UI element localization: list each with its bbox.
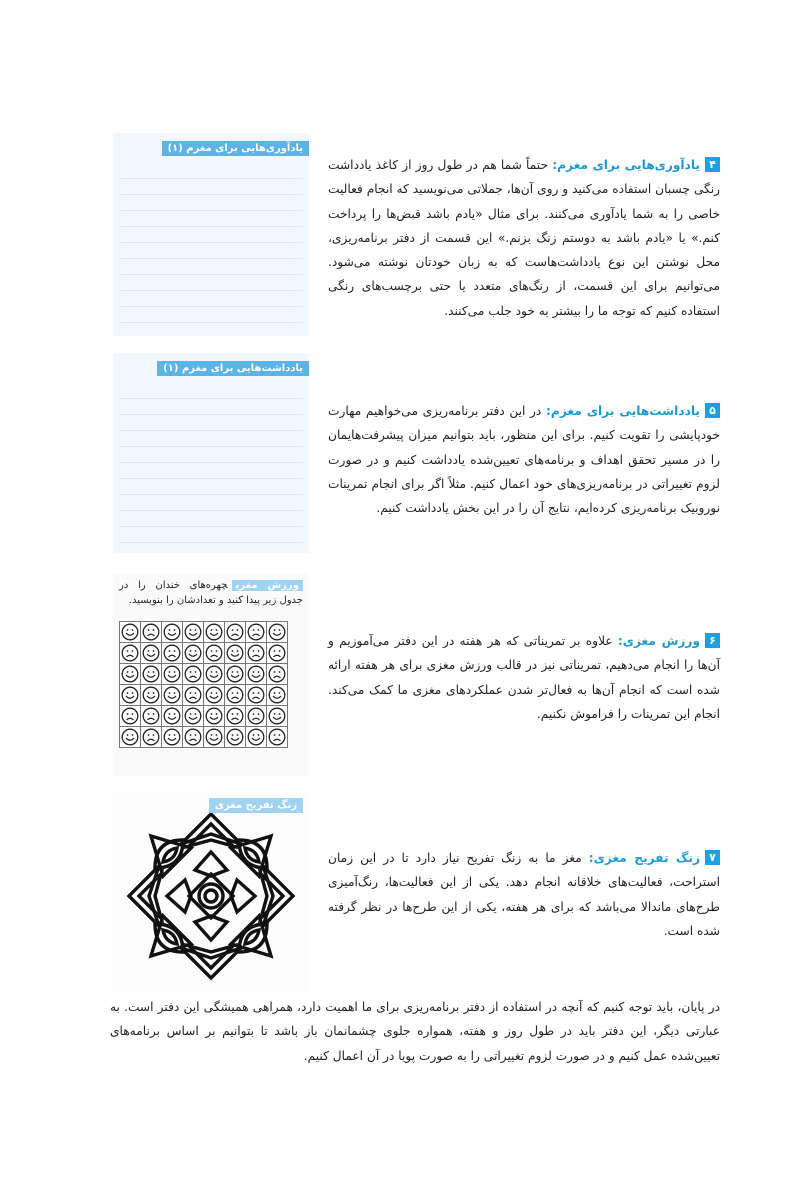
smiley-face-icon xyxy=(247,665,265,683)
smiley-face-icon xyxy=(247,728,265,746)
sad-face-icon xyxy=(247,707,265,725)
face-cell[interactable] xyxy=(246,685,267,706)
sad-face-icon xyxy=(268,665,286,683)
face-cell[interactable] xyxy=(246,706,267,727)
face-cell[interactable] xyxy=(162,664,183,685)
face-cell[interactable] xyxy=(225,664,246,685)
face-cell[interactable] xyxy=(120,664,141,685)
sad-face-icon xyxy=(121,644,139,662)
sad-face-icon xyxy=(226,623,244,641)
section-title: یادآوری‌هایی برای مغزم: xyxy=(552,158,700,172)
mandala-image xyxy=(121,806,301,986)
mandala-tag: زنگ تفریح مغزی xyxy=(209,798,303,813)
face-cell[interactable] xyxy=(204,643,225,664)
face-cell[interactable] xyxy=(162,685,183,706)
section-title: زنگ تفریح مغزی: xyxy=(588,851,701,865)
section-number: ۵ xyxy=(705,403,720,418)
face-cell[interactable] xyxy=(183,622,204,643)
face-cell[interactable] xyxy=(246,727,267,748)
brain-exercise-panel xyxy=(113,574,309,776)
notes-tag: یادداشت‌هایی برای مغزم (۱) xyxy=(157,361,309,376)
smiley-face-icon xyxy=(205,707,223,725)
smiley-face-icon xyxy=(268,623,286,641)
sad-face-icon xyxy=(184,665,202,683)
section-number: ۴ xyxy=(705,157,720,172)
face-cell[interactable] xyxy=(162,643,183,664)
face-cell[interactable] xyxy=(204,706,225,727)
section-body: علاوه بر تمریناتی که هر هفته در این دفتر می‌آموزیم و آن‌ها را انجام می‌دهیم، تمریناتی نیز در قالب ورزش مغزی برای هر هفته ارائه شده است که انجام آن‌ها به فعال‌تر شدن عملکردهای مغزی ما کمک می‌کند. انجام این تمرینات را فراموش نکنیم. xyxy=(328,634,720,721)
face-cell[interactable] xyxy=(225,727,246,748)
face-cell[interactable] xyxy=(204,685,225,706)
section-break xyxy=(328,846,720,943)
face-cell[interactable] xyxy=(162,706,183,727)
smiley-face-icon xyxy=(121,665,139,683)
face-cell[interactable] xyxy=(267,664,288,685)
smiley-face-icon xyxy=(184,644,202,662)
ruled-lines[interactable] xyxy=(119,383,303,547)
section-title: ورزش مغزی: xyxy=(617,634,701,648)
face-cell[interactable] xyxy=(267,622,288,643)
smiley-face-icon xyxy=(184,707,202,725)
face-cell[interactable] xyxy=(267,643,288,664)
face-cell[interactable] xyxy=(141,643,162,664)
face-cell[interactable] xyxy=(141,685,162,706)
smiley-face-icon xyxy=(121,623,139,641)
section-notes xyxy=(328,399,720,520)
smiley-face-icon xyxy=(268,686,286,704)
sad-face-icon xyxy=(247,623,265,641)
reminders-tag: یادآوری‌هایی برای مغزم (۱) xyxy=(162,141,309,156)
sad-face-icon xyxy=(184,728,202,746)
face-cell[interactable] xyxy=(204,664,225,685)
faces-row xyxy=(120,622,288,643)
faces-grid xyxy=(119,621,288,748)
section-reminders xyxy=(328,153,720,323)
face-cell[interactable] xyxy=(183,685,204,706)
face-cell[interactable] xyxy=(183,727,204,748)
section-title: یادداشت‌هایی برای مغزم: xyxy=(546,404,701,418)
exercise-tag: ورزش مغزی xyxy=(232,580,303,591)
notes-panel xyxy=(113,353,309,553)
faces-row xyxy=(120,706,288,727)
sad-face-icon xyxy=(268,644,286,662)
face-cell[interactable] xyxy=(204,727,225,748)
face-cell[interactable] xyxy=(162,622,183,643)
smiley-face-icon xyxy=(163,623,181,641)
sad-face-icon xyxy=(226,707,244,725)
sad-face-icon xyxy=(163,644,181,662)
face-cell[interactable] xyxy=(162,727,183,748)
faces-row xyxy=(120,727,288,748)
face-cell[interactable] xyxy=(225,706,246,727)
face-cell[interactable] xyxy=(141,622,162,643)
smiley-face-icon xyxy=(205,728,223,746)
sad-face-icon xyxy=(121,707,139,725)
smiley-face-icon xyxy=(142,665,160,683)
exercise-header xyxy=(119,578,303,608)
sad-face-icon xyxy=(247,686,265,704)
face-cell[interactable] xyxy=(141,706,162,727)
face-cell[interactable] xyxy=(246,664,267,685)
face-cell[interactable] xyxy=(225,643,246,664)
face-cell[interactable] xyxy=(267,706,288,727)
face-cell[interactable] xyxy=(183,664,204,685)
face-cell[interactable] xyxy=(183,643,204,664)
smiley-face-icon xyxy=(205,665,223,683)
face-cell[interactable] xyxy=(141,727,162,748)
smiley-face-icon xyxy=(184,623,202,641)
face-cell[interactable] xyxy=(120,685,141,706)
face-cell[interactable] xyxy=(120,706,141,727)
sad-face-icon xyxy=(142,728,160,746)
face-cell[interactable] xyxy=(141,664,162,685)
smiley-face-icon xyxy=(163,728,181,746)
sad-face-icon xyxy=(268,728,286,746)
sad-face-icon xyxy=(142,707,160,725)
face-cell[interactable] xyxy=(267,727,288,748)
mandala-panel xyxy=(113,792,309,992)
sad-face-icon xyxy=(142,623,160,641)
sad-face-icon xyxy=(226,686,244,704)
smiley-face-icon xyxy=(226,728,244,746)
smiley-face-icon xyxy=(226,665,244,683)
sad-face-icon xyxy=(184,686,202,704)
smiley-face-icon xyxy=(142,686,160,704)
ruled-lines[interactable] xyxy=(119,163,303,330)
face-cell[interactable] xyxy=(225,685,246,706)
section-body: در این دفتر برنامه‌ریزی می‌خواهیم مهارت خودپایشی را تقویت کنیم. برای این منظور، باید بتوانیم میزان پیشرفت‌هایمان را در مسیر تحقق اهداف و برنامه‌های تعیین‌شده یادداشت کنیم و در صورت لزوم تغییراتی در برنامه‌ریزی‌های خود اعمال کنیم. مثلاً اگر برای انجام تمرینات نوروبیک برنامه‌ریزی کرده‌ایم، نتایج آن را در این بخش یادداشت کنیم. xyxy=(328,404,720,516)
face-cell[interactable] xyxy=(120,643,141,664)
sad-face-icon xyxy=(247,644,265,662)
smiley-face-icon xyxy=(163,665,181,683)
reminders-panel xyxy=(113,133,309,336)
face-cell[interactable] xyxy=(246,622,267,643)
smiley-face-icon xyxy=(268,707,286,725)
section-body: مغز ما به زنگ تفریح نیاز دارد تا در این زمان استراحت، فعالیت‌های خلاقانه انجام دهد. یکی از این فعالیت‌ها، رنگ‌آمیزی طرح‌های ماندالا می‌باشد که برای هر هفته، یکی از این طرح‌ها در نظر گرفته شده است. xyxy=(328,851,720,938)
conclusion-paragraph: در پایان، باید توجه کنیم که آنچه در استفاده از دفتر برنامه‌ریزی برای ما اهمیت دارد، همراهی همیشگی این دفتر است. به عبارتی دیگر، این دفتر باید در طول روز و هفته، همواره جلوی چشمانمان باز باشد تا بتوانیم بر اساس برنامه‌های تعیین‌شده عمل کنیم و در صورت لزوم تغییراتی را به صورت پویا در آن اعمال کنیم. xyxy=(110,1000,720,1063)
sad-face-icon xyxy=(205,644,223,662)
smiley-face-icon xyxy=(205,686,223,704)
face-cell[interactable] xyxy=(204,622,225,643)
section-exercise xyxy=(328,629,720,726)
face-cell[interactable] xyxy=(225,622,246,643)
section-body: حتماً شما هم در طول روز از کاغذ یادداشت رنگی چسبان استفاده می‌کنید و روی آن‌ها، جملاتی می‌نویسید که انجام فعالیت خاصی را به شما یادآوری می‌کنند. برای مثال «یادم باشد قبض‌ها را پرداخت کنم.» یا «یادم باشد به دوستم زنگ بزنم.» این قسمت از دفتر برنامه‌ریزی، محل نوشتن این نوع یادداشت‌هاست که به زبان خودتان نوشته می‌شود. می‌توانیم برای این قسمت، از رنگ‌های متعدد یا حتی برچسب‌های رنگی استفاده کنیم که توجه ما را بیشتر به خود جلب می‌کنند. xyxy=(328,158,720,318)
face-cell[interactable] xyxy=(267,685,288,706)
smiley-face-icon xyxy=(121,686,139,704)
face-cell[interactable] xyxy=(120,727,141,748)
smiley-face-icon xyxy=(121,728,139,746)
section-number: ۶ xyxy=(705,633,720,648)
faces-row xyxy=(120,643,288,664)
face-cell[interactable] xyxy=(246,643,267,664)
face-cell[interactable] xyxy=(183,706,204,727)
smiley-face-icon xyxy=(142,644,160,662)
exercise-instruction: چهره‌های خندان را در جدول زیر پیدا کنید و تعدادشان را بنویسید. xyxy=(119,580,303,606)
smiley-face-icon xyxy=(226,644,244,662)
smiley-face-icon xyxy=(205,623,223,641)
section-number: ۷ xyxy=(705,850,720,865)
faces-row xyxy=(120,685,288,706)
smiley-face-icon xyxy=(163,707,181,725)
face-cell[interactable] xyxy=(120,622,141,643)
faces-row xyxy=(120,664,288,685)
smiley-face-icon xyxy=(163,686,181,704)
